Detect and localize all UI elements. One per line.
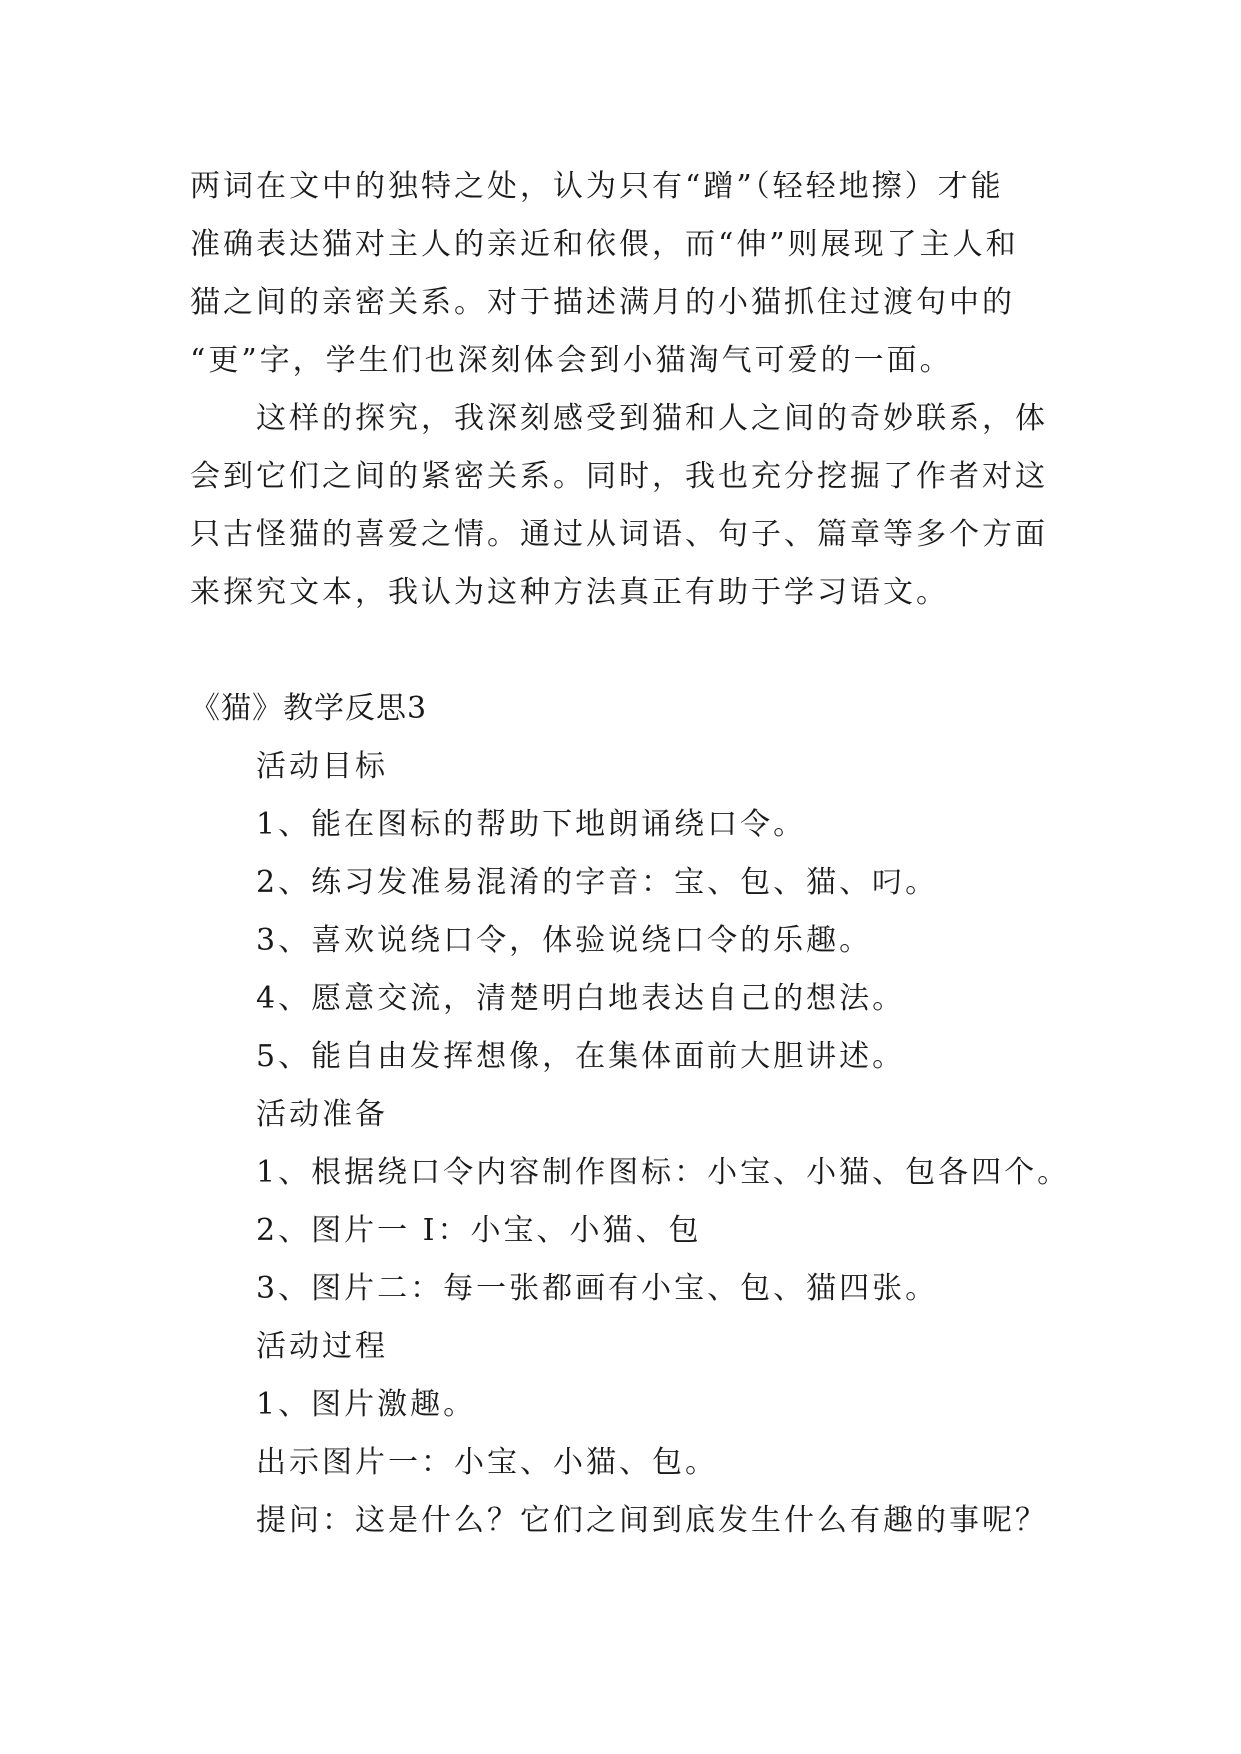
process-item: 1、图片激趣。 — [256, 1387, 477, 1422]
goal-item: 3、喜欢说绕口令，体验说绕口令的乐趣。 — [256, 923, 873, 958]
goal-item: 1、能在图标的帮助下地朗诵绕口令。 — [256, 807, 807, 842]
prep-item: 1、根据绕口令内容制作图标：小宝、小猫、包各四个。 — [256, 1155, 1071, 1190]
text-line: “更”字，学生们也深刻体会到小猫淘气可爱的一面。 — [190, 343, 953, 378]
section-title: 《猫》教学反思3 — [190, 691, 428, 726]
process-item: 提问：这是什么？它们之间到底发生什么有趣的事呢？ — [256, 1503, 1048, 1538]
goal-item: 2、练习发准易混淆的字音：宝、包、猫、叼。 — [256, 865, 939, 900]
text-line: 会到它们之间的紧密关系。同时，我也充分挖掘了作者对这 — [190, 459, 1048, 494]
paragraph-reflection — [190, 390, 1070, 622]
text-line: 来探究文本，我认为这种方法真正有助于学习语文。 — [190, 575, 949, 610]
text-line: 只古怪猫的喜爱之情。通过从词语、句子、篇章等多个方面 — [190, 517, 1048, 552]
prep-heading: 活动准备 — [256, 1097, 388, 1132]
goal-item: 4、愿意交流，清楚明白地表达自己的想法。 — [256, 981, 906, 1016]
text-line: 两词在文中的独特之处，认为只有“蹭”（轻轻地擦）才能 — [190, 169, 1004, 204]
text-line: 准确表达猫对主人的亲近和依偎，而“伸”则展现了主人和 — [190, 227, 1019, 262]
process-item: 出示图片一：小宝、小猫、包。 — [256, 1445, 718, 1480]
process-heading: 活动过程 — [256, 1329, 388, 1364]
text-line: 猫之间的亲密关系。对于描述满月的小猫抓住过渡句中的 — [190, 285, 1015, 320]
goal-item: 5、能自由发挥想像，在集体面前大胆讲述。 — [256, 1039, 906, 1074]
section-teaching-reflection-3 — [190, 680, 1090, 1550]
prep-item: 3、图片二：每一张都画有小宝、包、猫四张。 — [256, 1271, 939, 1306]
text-line: 这样的探究，我深刻感受到猫和人之间的奇妙联系，体 — [190, 401, 1048, 436]
paragraph-continued — [190, 158, 1070, 390]
prep-item: 2、图片一 I：小宝、小猫、包 — [256, 1213, 702, 1248]
goals-heading: 活动目标 — [256, 749, 388, 784]
